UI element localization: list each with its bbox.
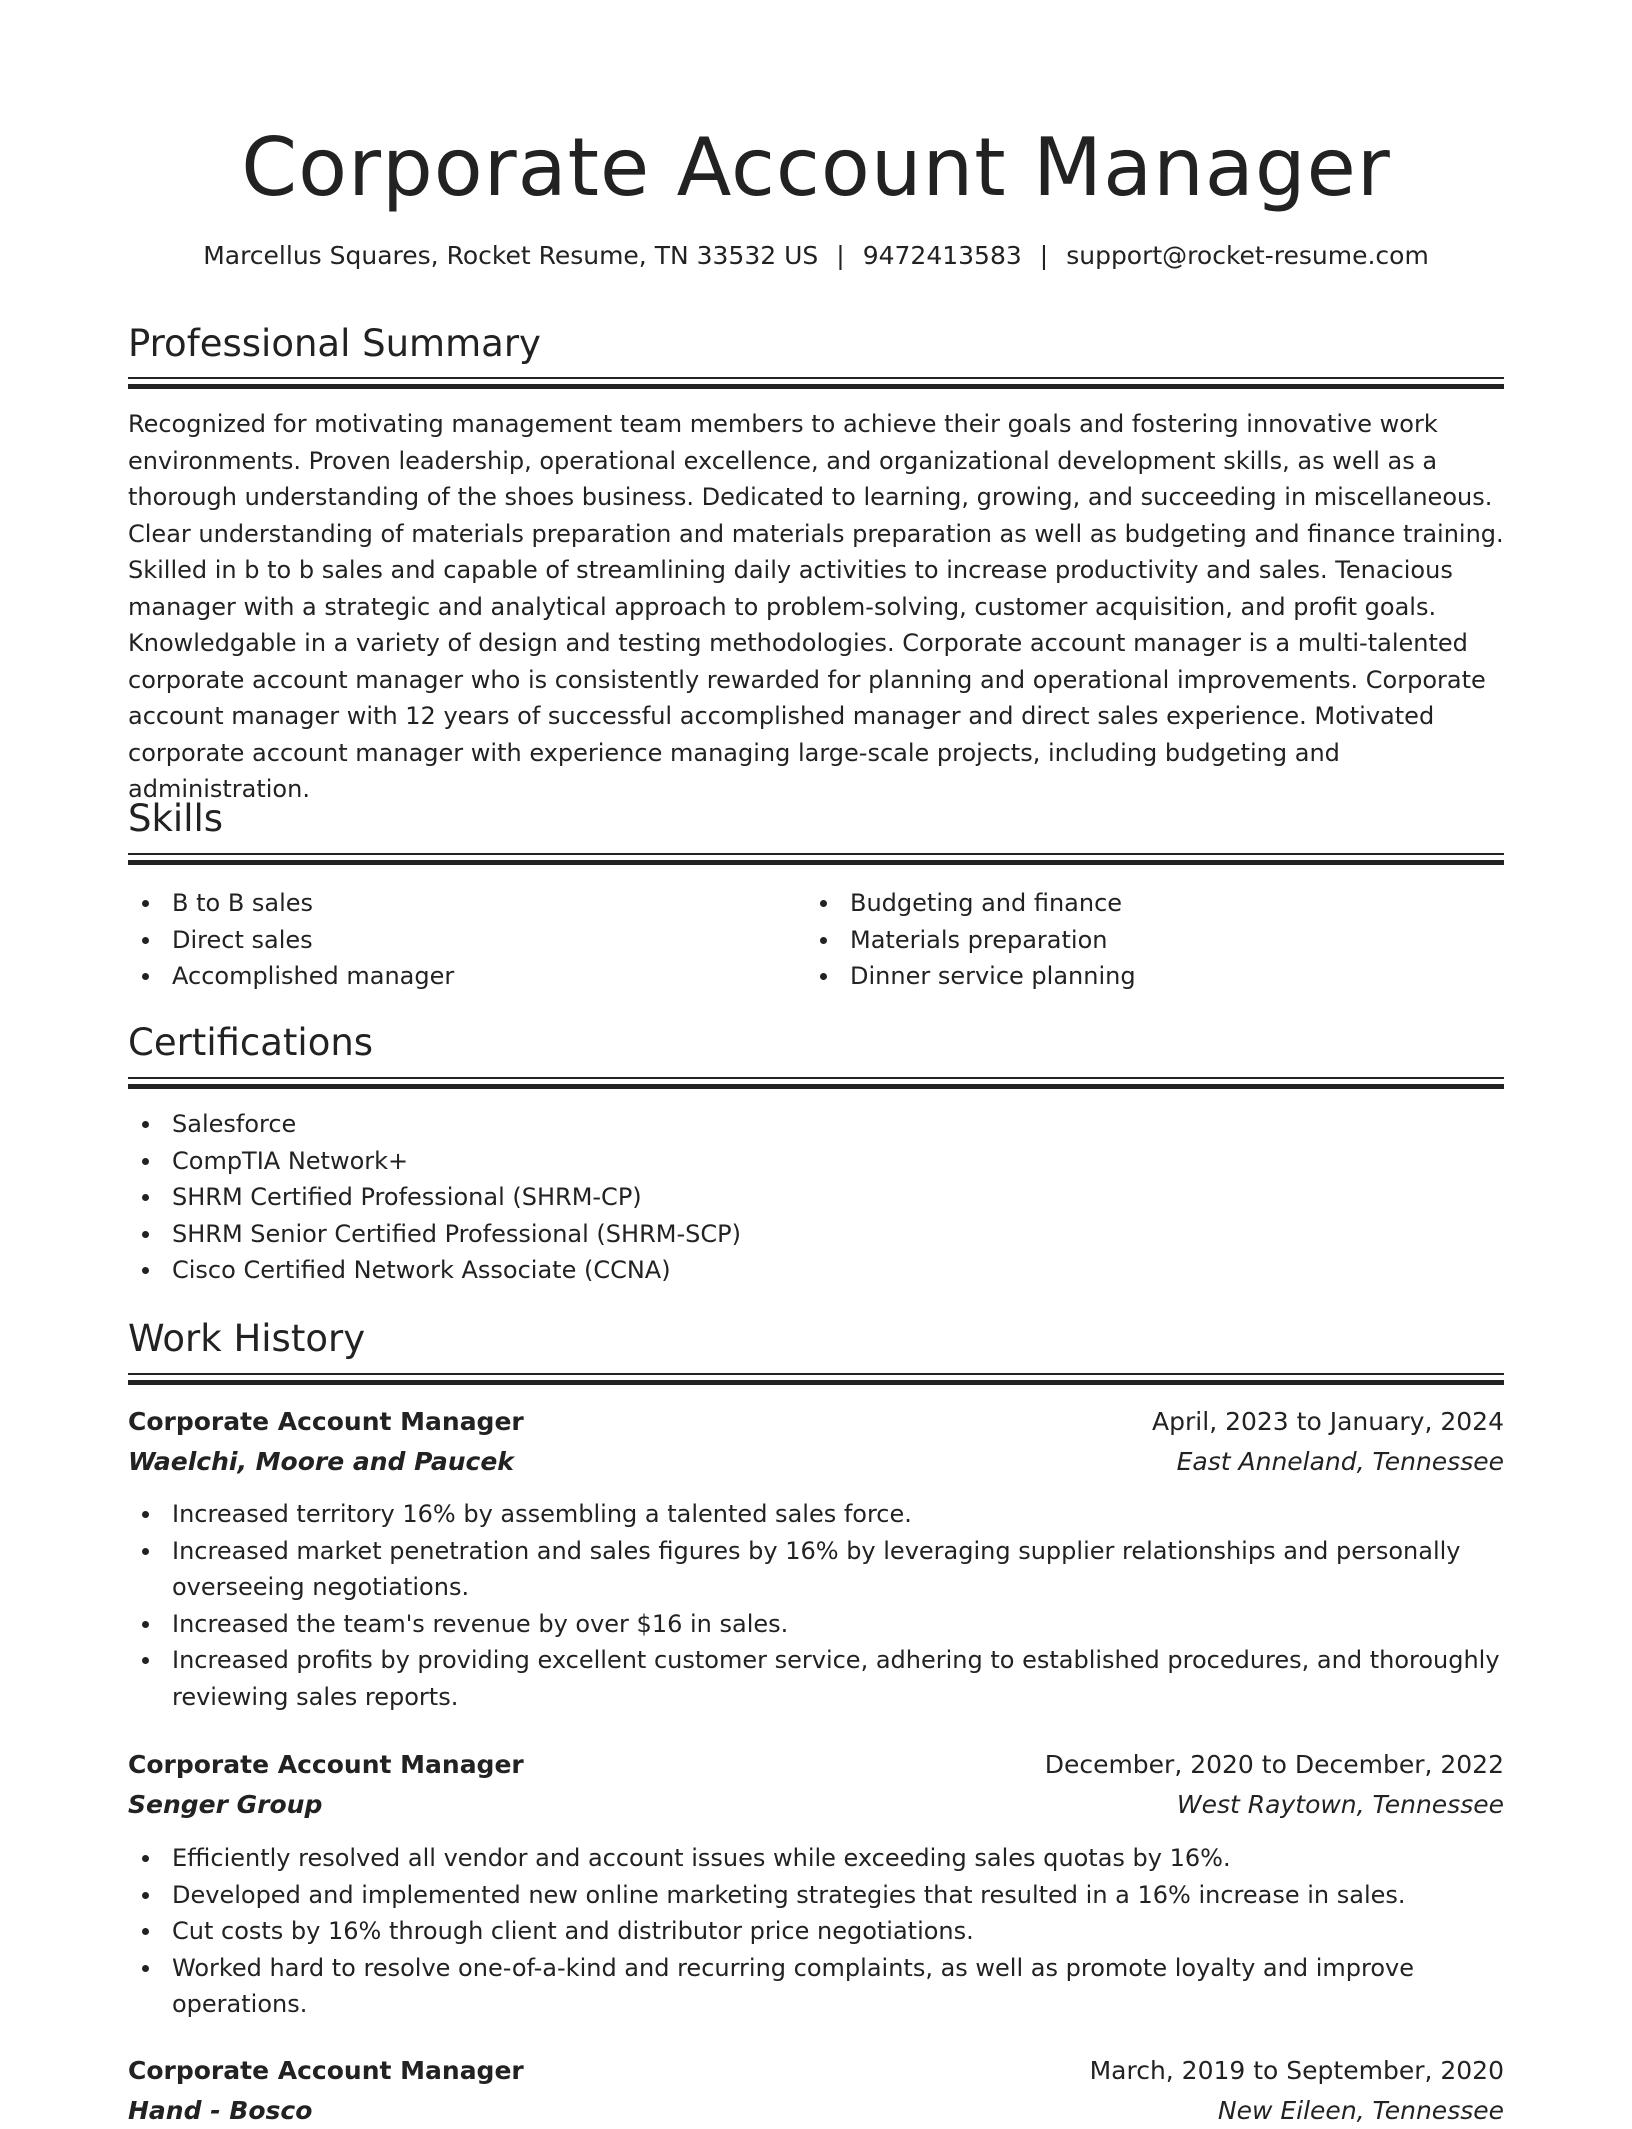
job-dates: December, 2020 to December, 2022	[1044, 1750, 1504, 1779]
section-divider	[128, 377, 1504, 389]
job-dates: March, 2019 to September, 2020	[1089, 2056, 1504, 2085]
section-title-work-history: Work History	[128, 1317, 366, 1360]
job-bullet: Cut costs by 16% through client and distributor price negotiations.	[128, 1913, 1504, 1950]
job-company: Hand - Bosco	[128, 2096, 313, 2125]
job-location: New Eileen, Tennessee	[1217, 2096, 1504, 2125]
skill-item: Dinner service planning	[806, 958, 1504, 995]
job-title: Corporate Account Manager	[128, 2056, 524, 2085]
skill-item: Accomplished manager	[128, 958, 798, 995]
job-bullets	[128, 1840, 1504, 2023]
section-title-certifications: Certifications	[128, 1021, 374, 1064]
job-title: Corporate Account Manager	[128, 1750, 524, 1779]
job-title: Corporate Account Manager	[128, 1407, 524, 1436]
contact-line	[128, 238, 1504, 274]
section-divider	[128, 853, 1504, 865]
job-bullet: Efficiently resolved all vendor and account issues while exceeding sales quotas by 16%.	[128, 1840, 1504, 1877]
skill-item: B to B sales	[128, 885, 798, 922]
job-bullet: Increased profits by providing excellent customer service, adhering to established procedures, and thoroughly reviewing sales reports.	[128, 1642, 1504, 1715]
skills-list-right	[806, 885, 1504, 995]
section-title-summary: Professional Summary	[128, 322, 541, 365]
job-bullet: Increased market penetration and sales figures by 16% by leveraging supplier relationships and personally overseeing negotiations.	[128, 1533, 1504, 1606]
job-company: Waelchi, Moore and Paucek	[128, 1447, 514, 1476]
job-bullet: Increased the team's revenue by over $16 in sales.	[128, 1606, 1504, 1643]
skill-item: Direct sales	[128, 922, 798, 959]
job-location: East Anneland, Tennessee	[1176, 1447, 1504, 1476]
certification-item: CompTIA Network+	[128, 1143, 1504, 1180]
job-bullets	[128, 1496, 1504, 1715]
job-dates: April, 2023 to January, 2024	[1152, 1407, 1504, 1436]
skills-list-left	[128, 885, 798, 995]
resume-name: Corporate Account Manager	[241, 121, 1391, 214]
job-company: Senger Group	[128, 1790, 323, 1819]
certification-item: SHRM Certified Professional (SHRM-CP)	[128, 1179, 1504, 1216]
section-divider	[128, 1077, 1504, 1089]
section-divider	[128, 1373, 1504, 1385]
certifications-list	[128, 1106, 1504, 1289]
job-location: West Raytown, Tennessee	[1176, 1790, 1504, 1819]
contact-phone: 9472413583	[862, 241, 1022, 270]
certification-item: SHRM Senior Certified Professional (SHRM-SCP)	[128, 1216, 1504, 1253]
contact-email: support@rocket-resume.com	[1066, 241, 1429, 270]
job-bullet: Increased territory 16% by assembling a talented sales force.	[128, 1496, 1504, 1533]
skill-item: Budgeting and finance	[806, 885, 1504, 922]
certification-item: Cisco Certified Network Associate (CCNA)	[128, 1252, 1504, 1289]
contact-address: Marcellus Squares, Rocket Resume, TN 33532 US	[203, 241, 819, 270]
job-bullet: Developed and implemented new online marketing strategies that resulted in a 16% increase in sales.	[128, 1877, 1504, 1914]
certification-item: Salesforce	[128, 1106, 1504, 1143]
skill-item: Materials preparation	[806, 922, 1504, 959]
summary-text: Recognized for motivating management team members to achieve their goals and fostering innovative work environments. Proven leadership, operational excellence, and organizational development skills, as well as a thorough understanding of the shoes business. Dedicated to learning, growing, and succeeding in miscellaneous. Clear understanding of materials preparation and materials preparation as well as budgeting and finance training. Skilled in b to b sales and capable of streamlining daily activities to increase productivity and sales. Tenacious manager with a strategic and analytical approach to problem-solving, customer acquisition, and profit goals. Knowledgable in a variety of design and testing methodologies. Corporate account manager is a multi-talented corporate account manager who is consistently rewarded for planning and operational improvements. Corporate account manager with 12 years of successful accomplished manager and direct sales experience. Motivated corporate account manager with experience managing large-scale projects, including budgeting and administration.	[128, 410, 1504, 803]
job-bullet: Worked hard to resolve one-of-a-kind and recurring complaints, as well as promote loyalty and improve operations.	[128, 1950, 1504, 2023]
contact-separator: |	[1039, 241, 1049, 270]
contact-separator: |	[836, 241, 845, 270]
section-title-skills: Skills	[128, 797, 224, 840]
